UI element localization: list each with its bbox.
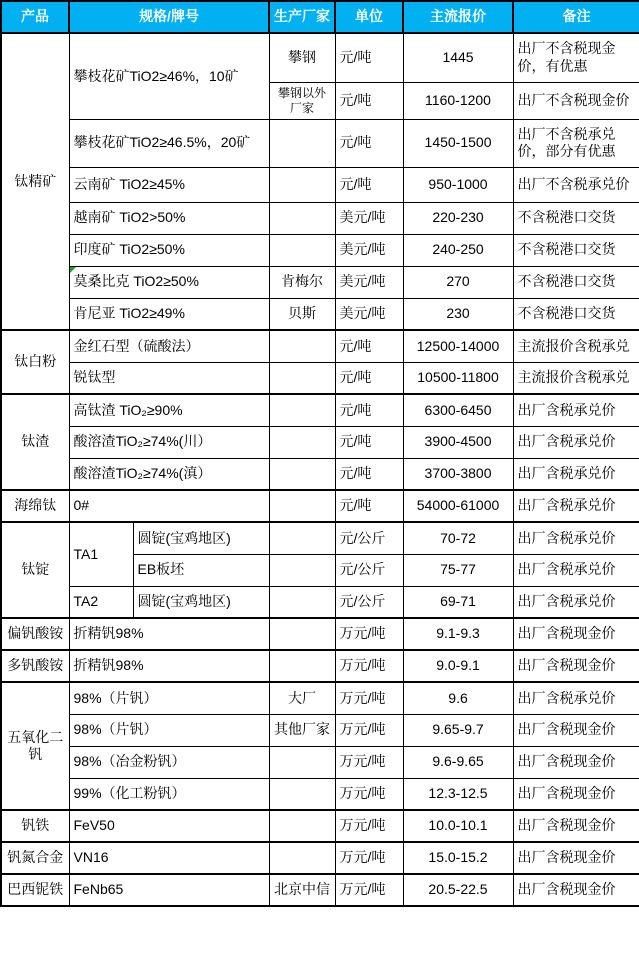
spec-text: 莫桑比克 TiO2≥50% [73,273,199,290]
unit-cell[interactable]: 元/吨 [335,82,403,119]
spec-cell[interactable]: 金红石型（硫酸法） [69,330,269,362]
manufacturer-cell[interactable] [269,618,335,650]
product-cell[interactable]: 钛渣 [1,394,69,490]
manufacturer-cell[interactable] [269,490,335,522]
remark-cell[interactable]: 不含税港口交货 [513,202,639,234]
grade-cell[interactable]: TA2 [69,586,133,618]
manufacturer-cell[interactable]: 北京中信 [269,874,335,906]
table-row [1,714,639,746]
manufacturer-cell[interactable]: 其他厂家 [269,714,335,746]
price-cell[interactable]: 9.6-9.65 [403,746,513,778]
spec-cell[interactable]: EB板坯 [133,554,269,586]
price-cell[interactable]: 15.0-15.2 [403,842,513,874]
manufacturer-cell[interactable] [269,842,335,874]
manufacturer-cell[interactable] [269,394,335,426]
spec-cell[interactable]: 圆锭(宝鸡地区) [133,522,269,554]
unit-cell[interactable]: 美元/吨 [335,234,403,266]
table-row [1,33,639,82]
spec-cell[interactable]: 99%（化工粉钒） [69,778,269,810]
table-row [1,650,639,682]
unit-cell[interactable]: 元/吨 [335,458,403,490]
remark-cell[interactable]: 不含税港口交货 [513,266,639,298]
table-row [1,394,639,426]
table-row [1,266,639,298]
remark-cell[interactable]: 出厂含税现金价 [513,650,639,682]
spec-cell[interactable]: FeV50 [69,810,269,842]
price-cell[interactable]: 9.6 [403,682,513,714]
unit-cell[interactable]: 元/吨 [335,33,403,82]
table-row [1,298,639,330]
table-row [1,119,639,167]
table-row [1,842,639,874]
unit-cell[interactable]: 万元/吨 [335,650,403,682]
table-row [1,618,639,650]
spec-cell[interactable]: 肯尼亚 TiO2≥49% [69,298,269,330]
price-cell[interactable]: 6300-6450 [403,394,513,426]
price-cell[interactable]: 1445 [403,33,513,82]
table-row [1,586,639,618]
manufacturer-cell[interactable] [269,810,335,842]
unit-cell[interactable]: 万元/吨 [335,618,403,650]
manufacturer-cell[interactable] [269,778,335,810]
unit-cell[interactable]: 万元/吨 [335,810,403,842]
table-row [1,778,639,810]
col-header-spec[interactable]: 规格/牌号 [69,1,269,33]
spec-cell[interactable]: 锐钛型 [69,362,269,394]
remark-cell[interactable]: 出厂含税承兑价 [513,394,639,426]
unit-cell[interactable]: 元/吨 [335,362,403,394]
remark-cell[interactable]: 出厂含税现金价 [513,746,639,778]
manufacturer-cell[interactable] [269,330,335,362]
manufacturer-cell[interactable]: 攀钢以外厂家 [269,82,335,119]
price-cell[interactable]: 9.0-9.1 [403,650,513,682]
remark-cell[interactable]: 出厂含税承兑价 [513,458,639,490]
table-row [1,458,639,490]
unit-cell[interactable]: 元/公斤 [335,554,403,586]
table-row [1,167,639,202]
price-cell[interactable]: 10500-11800 [403,362,513,394]
table-row [1,426,639,458]
remark-cell[interactable]: 不含税港口交货 [513,234,639,266]
table-row [1,234,639,266]
unit-cell[interactable]: 元/吨 [335,490,403,522]
product-cell[interactable]: 钒铁 [1,810,69,842]
unit-cell[interactable]: 元/吨 [335,426,403,458]
price-cell[interactable]: 950-1000 [403,167,513,202]
col-header-price[interactable]: 主流报价 [403,1,513,33]
unit-cell[interactable]: 元/吨 [335,394,403,426]
price-cell[interactable]: 69-71 [403,586,513,618]
col-header-product[interactable]: 产品 [1,1,69,33]
price-cell[interactable]: 20.5-22.5 [403,874,513,906]
spec-cell[interactable]: 酸溶渣TiO₂≥74%(川） [69,426,269,458]
price-cell[interactable]: 3700-3800 [403,458,513,490]
table-row [1,810,639,842]
unit-cell[interactable]: 元/吨 [335,119,403,167]
price-cell[interactable]: 9.1-9.3 [403,618,513,650]
spec-cell[interactable]: 折精钒98% [69,618,269,650]
manufacturer-cell[interactable] [269,746,335,778]
manufacturer-cell[interactable] [269,202,335,234]
unit-cell[interactable]: 元/公斤 [335,586,403,618]
product-cell[interactable]: 多钒酸铵 [1,650,69,682]
unit-cell[interactable]: 万元/吨 [335,842,403,874]
spec-cell[interactable]: 高钛渣 TiO₂≥90% [69,394,269,426]
unit-cell[interactable]: 美元/吨 [335,298,403,330]
manufacturer-cell[interactable]: 贝斯 [269,298,335,330]
remark-cell[interactable]: 出厂含税现金价 [513,874,639,906]
product-cell[interactable]: 巴西铌铁 [1,874,69,906]
remark-cell[interactable]: 出厂不含税承兑价 [513,167,639,202]
remark-cell[interactable]: 出厂含税承兑价 [513,586,639,618]
price-cell[interactable]: 9.65-9.7 [403,714,513,746]
spec-cell[interactable] [69,266,269,298]
spec-cell[interactable]: 酸溶渣TiO₂≥74%(滇） [69,458,269,490]
product-cell[interactable]: 钛锭 [1,522,69,618]
table-row [1,682,639,714]
price-cell[interactable]: 10.0-10.1 [403,810,513,842]
product-cell[interactable]: 钛白粉 [1,330,69,394]
unit-cell[interactable]: 万元/吨 [335,714,403,746]
spec-cell[interactable]: 越南矿 TiO2>50% [69,202,269,234]
remark-cell[interactable]: 出厂不含税现金价 [513,82,639,119]
col-header-unit[interactable]: 单位 [335,1,403,33]
remark-cell[interactable]: 主流报价含税承兑 [513,362,639,394]
price-cell[interactable]: 220-230 [403,202,513,234]
product-cell[interactable]: 五氧化二钒 [1,682,69,810]
product-cell[interactable]: 钛精矿 [1,33,69,330]
price-cell[interactable]: 12.3-12.5 [403,778,513,810]
unit-cell[interactable]: 万元/吨 [335,746,403,778]
manufacturer-cell[interactable]: 肯梅尔 [269,266,335,298]
manufacturer-cell[interactable] [269,522,335,554]
remark-cell[interactable]: 出厂不含税承兑价，部分有优惠 [513,119,639,167]
grade-cell[interactable]: TA1 [69,522,133,586]
spec-cell[interactable]: 98%（片钒） [69,714,269,746]
unit-cell[interactable]: 万元/吨 [335,874,403,906]
table-row [1,330,639,362]
price-cell[interactable]: 1450-1500 [403,119,513,167]
price-cell[interactable]: 75-77 [403,554,513,586]
remark-cell[interactable]: 出厂含税现金价 [513,842,639,874]
spec-cell[interactable]: 攀枝花矿TiO2≥46%，10矿 [69,33,269,119]
col-header-remark[interactable]: 备注 [513,1,639,33]
price-cell[interactable]: 3900-4500 [403,426,513,458]
price-cell[interactable]: 270 [403,266,513,298]
remark-cell[interactable]: 出厂含税承兑价 [513,490,639,522]
unit-cell[interactable]: 元/吨 [335,167,403,202]
manufacturer-cell[interactable] [269,167,335,202]
unit-cell[interactable]: 万元/吨 [335,778,403,810]
remark-cell[interactable]: 出厂含税承兑价 [513,554,639,586]
table-row [1,874,639,906]
manufacturer-cell[interactable] [269,119,335,167]
unit-cell[interactable]: 万元/吨 [335,682,403,714]
table-row [1,522,639,554]
remark-cell[interactable]: 出厂不含税现金价，有优惠 [513,33,639,82]
price-cell[interactable]: 230 [403,298,513,330]
table-row [1,202,639,234]
table-header [1,1,639,33]
remark-cell[interactable]: 出厂含税承兑价 [513,522,639,554]
header-row [1,1,639,33]
manufacturer-cell[interactable] [269,362,335,394]
comment-marker-icon [70,267,76,273]
remark-cell[interactable]: 出厂含税承兑价 [513,426,639,458]
price-cell[interactable]: 70-72 [403,522,513,554]
price-cell[interactable]: 54000-61000 [403,490,513,522]
manufacturer-cell[interactable] [269,234,335,266]
unit-cell[interactable]: 元/公斤 [335,522,403,554]
spec-cell[interactable]: 0# [69,490,269,522]
spec-cell[interactable]: 圆锭(宝鸡地区) [133,586,269,618]
remark-cell[interactable]: 出厂含税现金价 [513,618,639,650]
manufacturer-cell[interactable]: 攀钢 [269,33,335,82]
manufacturer-cell[interactable] [269,586,335,618]
manufacturer-cell[interactable] [269,458,335,490]
table-row [1,746,639,778]
product-cell[interactable]: 海绵钛 [1,490,69,522]
unit-cell[interactable]: 美元/吨 [335,266,403,298]
col-header-manufacturer[interactable]: 生产厂家 [269,1,335,33]
spec-cell[interactable]: 98%（片钒） [69,682,269,714]
manufacturer-cell[interactable] [269,554,335,586]
spec-cell[interactable]: 98%（冶金粉钒） [69,746,269,778]
price-cell[interactable]: 1160-1200 [403,82,513,119]
product-cell[interactable]: 钒氮合金 [1,842,69,874]
unit-cell[interactable]: 元/吨 [335,330,403,362]
price-cell[interactable]: 240-250 [403,234,513,266]
remark-cell[interactable]: 主流报价含税承兑 [513,330,639,362]
table-row [1,490,639,522]
remark-cell[interactable]: 出厂含税承兑价 [513,682,639,714]
manufacturer-cell[interactable] [269,650,335,682]
spec-cell[interactable]: 云南矿 TiO2≥45% [69,167,269,202]
spec-cell[interactable]: 印度矿 TiO2≥50% [69,234,269,266]
unit-cell[interactable]: 美元/吨 [335,202,403,234]
remark-cell[interactable]: 出厂含税现金价 [513,714,639,746]
price-cell[interactable]: 12500-14000 [403,330,513,362]
remark-cell[interactable]: 出厂含税现金价 [513,810,639,842]
spec-cell[interactable]: FeNb65 [69,874,269,906]
manufacturer-cell[interactable]: 大厂 [269,682,335,714]
remark-cell[interactable]: 不含税港口交货 [513,298,639,330]
table-row [1,362,639,394]
product-cell[interactable]: 偏钒酸铵 [1,618,69,650]
remark-cell[interactable]: 出厂含税现金价 [513,778,639,810]
spec-cell[interactable]: 攀枝花矿TiO2≥46.5%，20矿 [69,119,269,167]
manufacturer-cell[interactable] [269,426,335,458]
spec-cell[interactable]: 折精钒98% [69,650,269,682]
spec-cell[interactable]: VN16 [69,842,269,874]
